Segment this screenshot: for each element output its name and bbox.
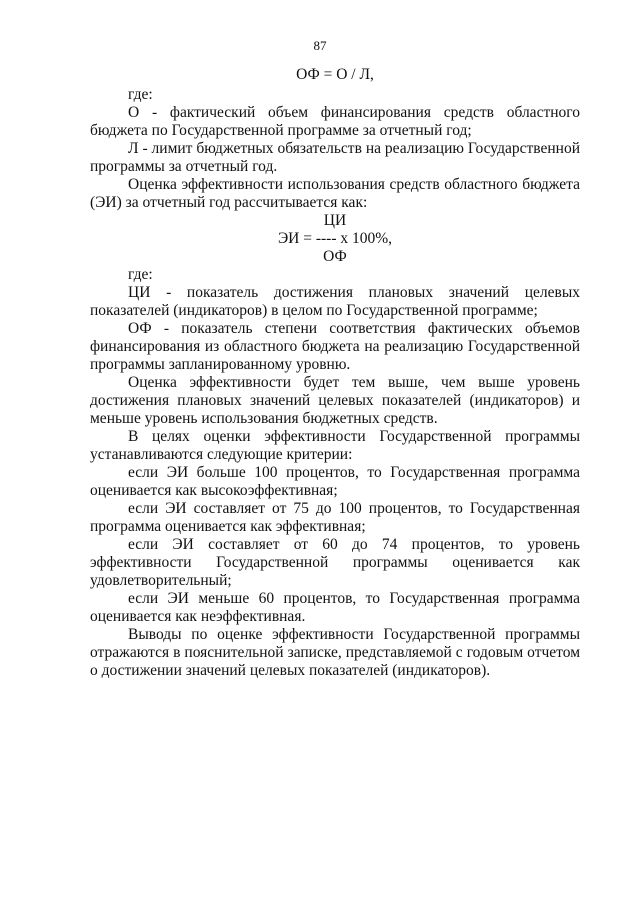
formula-ei-numerator: ЦИ — [323, 212, 347, 229]
formula-ei: ЭИ = ---- х 100%, — [277, 230, 393, 247]
document-body — [90, 66, 580, 680]
criterion-ineffective: если ЭИ меньше 60 процентов, то Государственная программа оценивается как неэффективная. — [90, 590, 580, 625]
where-label-2: где: — [128, 266, 153, 283]
definition-l: Л - лимит бюджетных обязательств на реализацию Государственной программы за отчетный год. — [90, 140, 580, 175]
where-label: где: — [128, 86, 153, 103]
definition-ci: ЦИ - показатель достижения плановых значений целевых показателей (индикаторов) в целом по Государственной программе; — [90, 284, 580, 319]
formula-ei-denominator: ОФ — [323, 248, 347, 265]
paragraph-ei-intro: Оценка эффективности использования средств областного бюджета (ЭИ) за отчетный год рассчитывается как: — [90, 176, 580, 211]
criterion-effective: если ЭИ составляет от 75 до 100 процентов, то Государственная программа оценивается как эффективная; — [90, 500, 580, 535]
criterion-satisfactory: если ЭИ составляет от 60 до 74 процентов, то уровень эффективности Государственной программы оценивается как удовлетворительный; — [90, 536, 580, 589]
paragraph-criteria: В целях оценки эффективности Государственной программы устанавливаются следующие критерии: — [90, 428, 580, 463]
paragraph-higher: Оценка эффективности будет тем выше, чем выше уровень достижения плановых значений целевых показателей (индикаторов) и меньше уровень использования бюджетных средств. — [90, 374, 580, 427]
criterion-high: если ЭИ больше 100 процентов, то Государственная программа оценивается как высокоэффективная; — [90, 464, 580, 499]
formula-of: ОФ = О / Л, — [296, 66, 374, 83]
definition-of: ОФ - показатель степени соответствия фактических объемов финансирования из областного бюджета на реализацию Государственной программы запланированному уровню. — [90, 320, 580, 373]
definition-o: О - фактический объем финансирования средств областного бюджета по Государственной программе за отчетный год; — [90, 104, 580, 139]
paragraph-conclusions: Выводы по оценке эффективности Государственной программы отражаются в пояснительной записке, представляемой с годовым отчетом о достижении значений целевых показателей (индикаторов). — [90, 626, 580, 679]
page-number: 87 — [313, 38, 327, 53]
